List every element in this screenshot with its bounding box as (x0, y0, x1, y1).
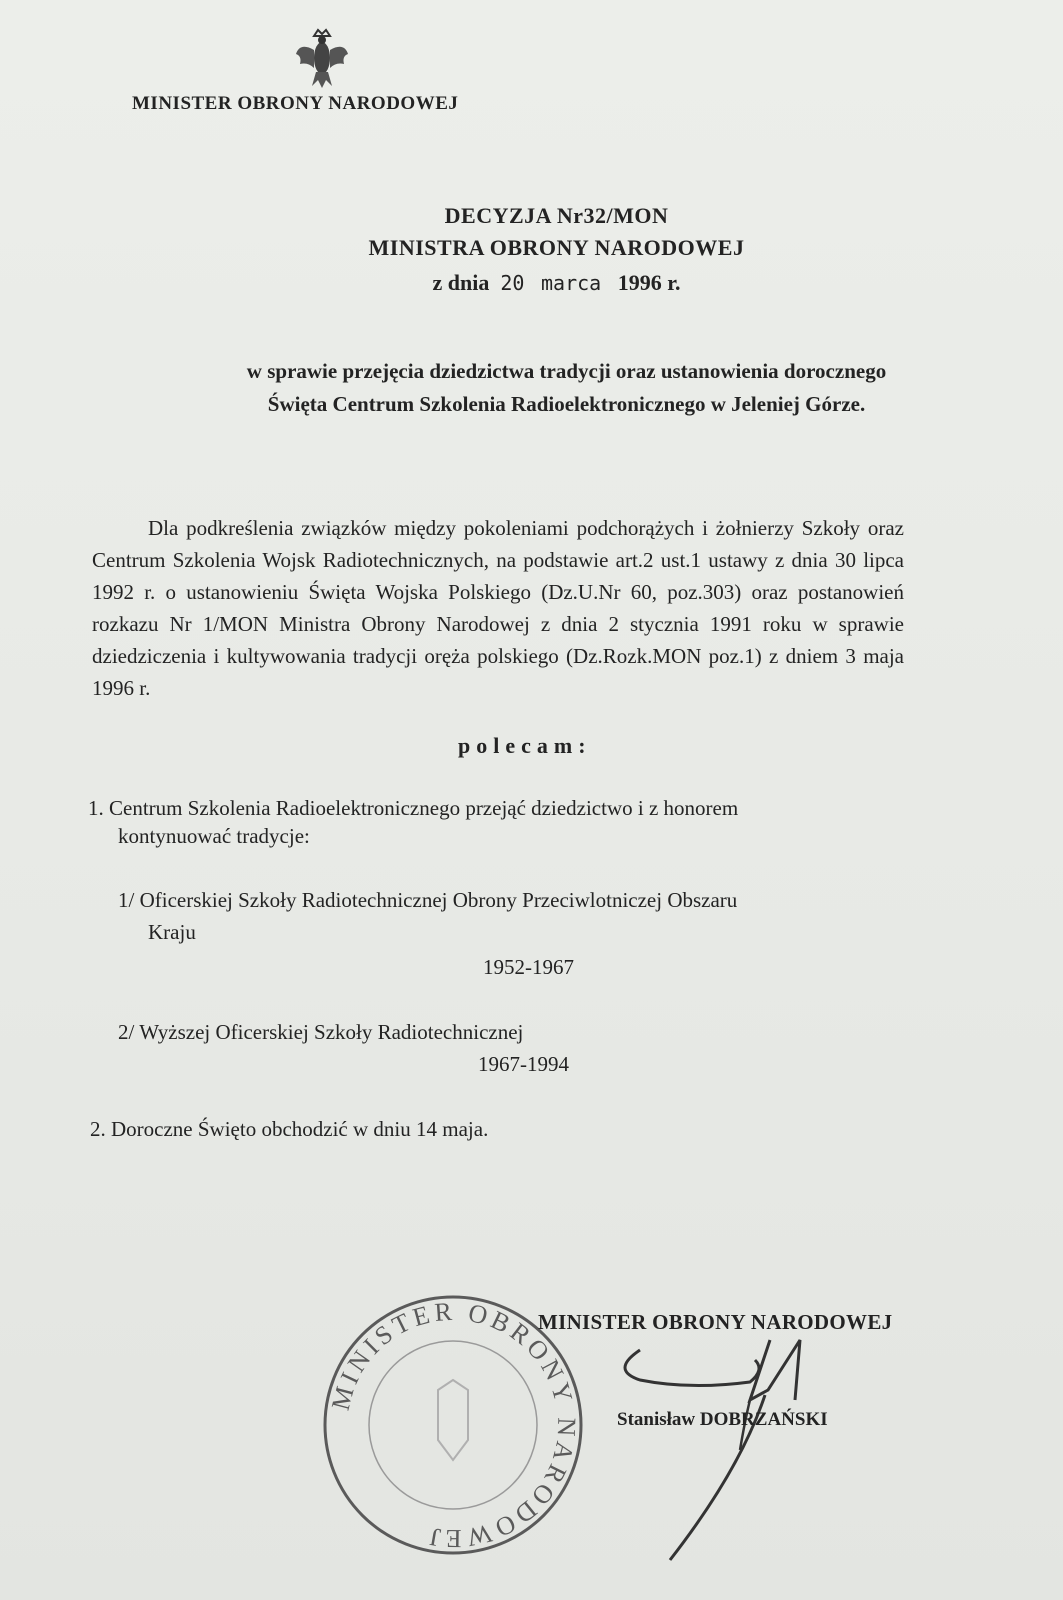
date-prefix: z dnia (432, 270, 490, 295)
order-heading: polecam: (458, 733, 592, 758)
tradition-1-years: 1952-1967 (483, 955, 574, 979)
handwritten-signature-icon (600, 1320, 860, 1570)
subject-line-1: w sprawie przejęcia dziedzictwa tradycji oraz ustanowienia dorocznego (246, 359, 887, 383)
decision-issuer: MINISTRA OBRONY NARODOWEJ (368, 235, 745, 260)
order-item-1-continuation: kontynuować tradycje: (118, 824, 310, 848)
decision-date (0, 270, 1063, 296)
ministry-header: MINISTER OBRONY NARODOWEJ (132, 93, 459, 114)
subject-line-2: Święta Centrum Szkolenia Radioelektronicznego w Jeleniej Górze. (267, 392, 866, 416)
signatory-title: MINISTER OBRONY NARODOWEJ (538, 1310, 893, 1334)
tradition-1-continuation: Kraju (148, 920, 196, 944)
order-item-1: 1. Centrum Szkolenia Radioelektronicznego przejąć dziedzictwo i z honorem (88, 796, 739, 820)
order-item-2: 2. Doroczne Święto obchodzić w dniu 14 maja. (90, 1117, 489, 1141)
polish-eagle-emblem-icon (292, 28, 352, 92)
decision-number: DECYZJA Nr32/MON (444, 203, 669, 228)
seal-text: MINISTER OBRONY NARODOWEJ (325, 1296, 582, 1554)
date-year: 1996 r. (617, 270, 681, 295)
preamble-paragraph: Dla podkreślenia związków między pokoleniami podchorążych i żołnierzy Szkoły oraz Centrum Szkolenia Wojsk Radiotechnicznych, na podstawie art.2 ust.1 ustawy z dnia 30 lipca 1992 r. o ustanowieniu Święta Wojska Polskiego (Dz.U.Nr 60, poz.303) oraz postanowień rozkazu Nr 1/MON Ministra Obrony Narodowej z dnia 2 stycznia 1991 roku w sprawie dziedziczenia i kultywowania tradycji oręża polskiego (Dz.Rozk.MON poz.1) z dniem 3 maja 1996 r. (92, 516, 904, 700)
signatory-name: Stanisław DOBRZAŃSKI (617, 1409, 828, 1430)
date-month: marca (540, 271, 602, 295)
tradition-2: 2/ Wyższej Oficerskiej Szkoły Radiotechnicznej (118, 1020, 524, 1044)
tradition-1: 1/ Oficerskiej Szkoły Radiotechnicznej Obrony Przeciwlotniczej Obszaru (118, 888, 738, 912)
decision-subject (0, 355, 1063, 421)
preamble (92, 512, 904, 704)
date-day: 20 (500, 271, 525, 295)
tradition-2-years: 1967-1994 (478, 1052, 569, 1076)
